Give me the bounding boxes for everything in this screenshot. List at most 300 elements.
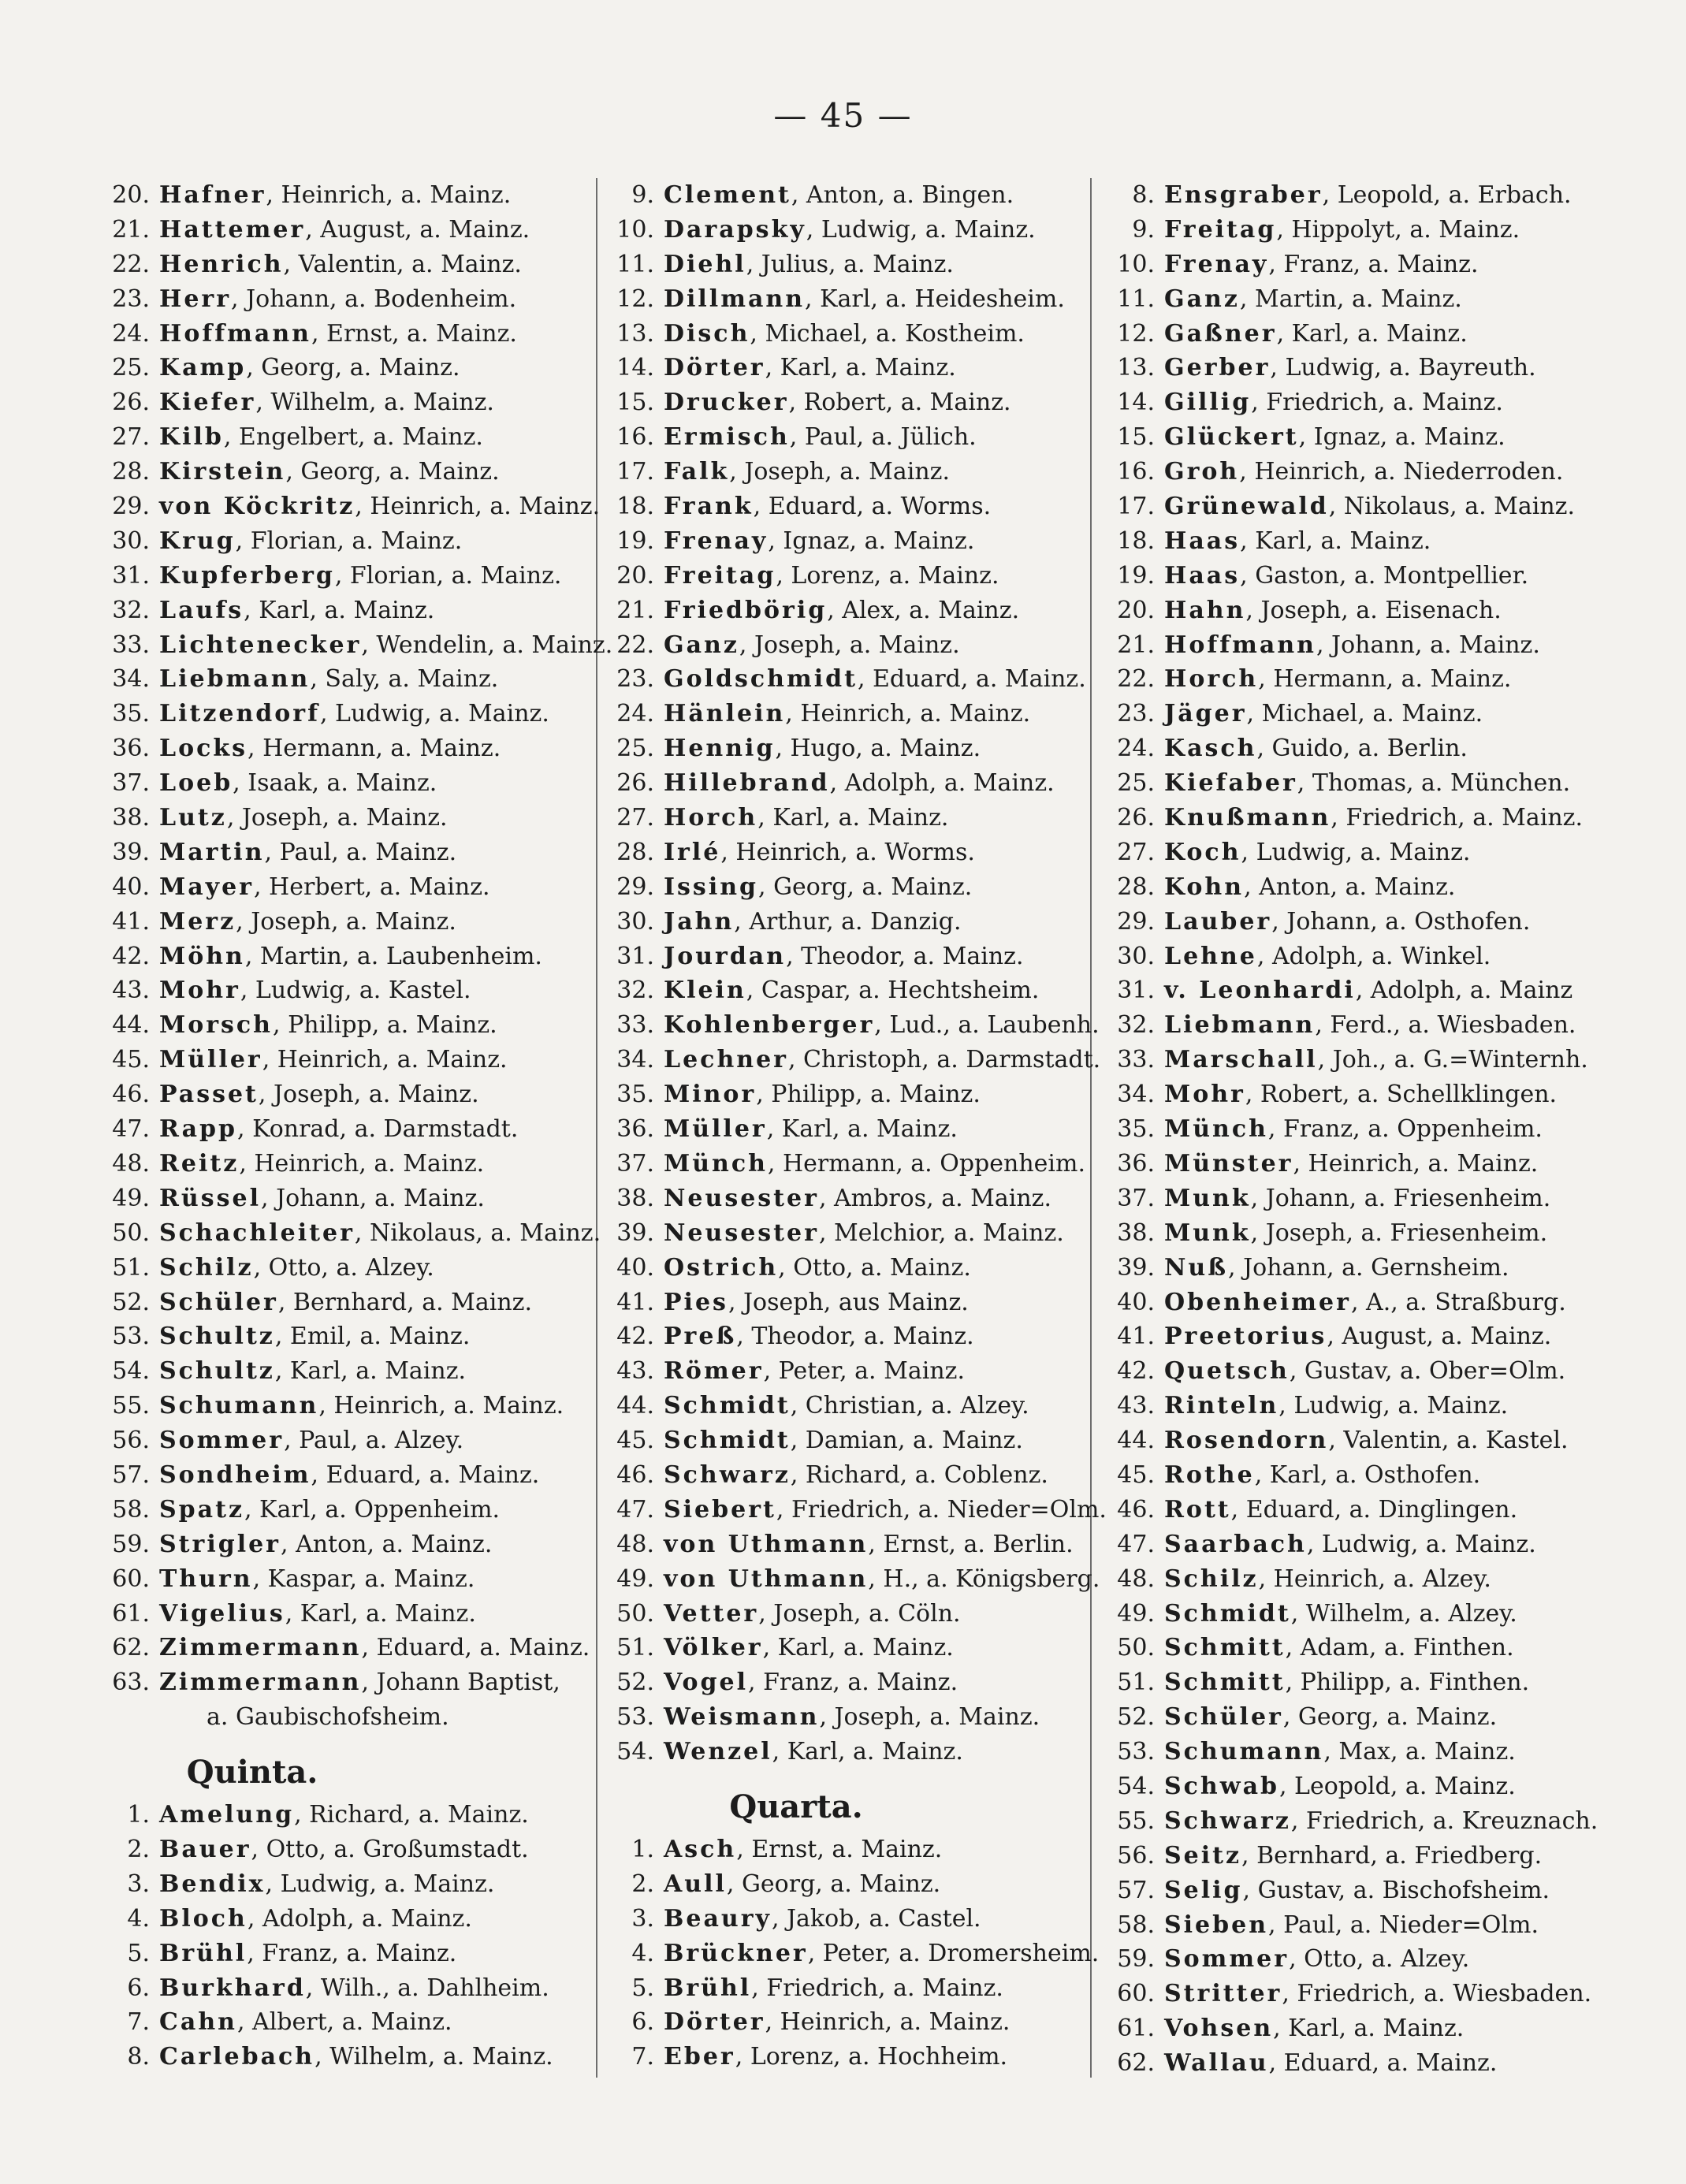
entry-number: 36. <box>1117 1149 1155 1178</box>
entry-surname: Ganz <box>1164 285 1240 313</box>
entry-details: , Johann Baptist, <box>361 1669 560 1697</box>
entry-number: 62. <box>1117 2049 1155 2078</box>
list-item <box>102 593 591 628</box>
entry-number: 29. <box>112 493 150 521</box>
entry-number: 42. <box>112 942 150 970</box>
entry-number: 8. <box>127 2043 150 2071</box>
entry-details: , Franz, a. Mainz. <box>1268 250 1479 278</box>
entry-details: , Nikolaus, a. Mainz. <box>1328 493 1576 521</box>
list-item <box>102 973 591 1008</box>
entry-number: 46. <box>616 1460 654 1489</box>
entry-continuation: a. Gaubischofsheim. <box>207 1703 449 1732</box>
entry-surname: Preß <box>664 1323 737 1351</box>
entry-details: , Arthur, a. Danzig. <box>734 907 962 936</box>
entry-number: 51. <box>616 1634 654 1662</box>
entry-number: 35. <box>1117 1115 1155 1144</box>
entry-details: , Jakob, a. Castel. <box>771 1904 981 1933</box>
entry-surname: Lichtenecker <box>159 631 362 659</box>
list-item <box>607 1043 1101 1077</box>
list-item <box>1107 1285 1596 1320</box>
entry-surname: Hennig <box>664 735 776 763</box>
entry-surname: Klein <box>664 977 746 1005</box>
entry-details: , Johann, a. Gernsheim. <box>1228 1253 1509 1282</box>
entry-surname: Bauer <box>159 1835 251 1863</box>
entry-surname: Drucker <box>664 389 789 417</box>
entry-details: , Georg, a. Mainz. <box>1282 1703 1498 1732</box>
entry-number: 59. <box>1117 1945 1155 1974</box>
entry-surname: Rosendorn <box>1164 1427 1329 1455</box>
column-1 <box>102 178 613 2074</box>
entry-number: 17. <box>616 458 654 486</box>
entry-surname: Krug <box>159 526 236 555</box>
entry-number: 54. <box>112 1357 150 1386</box>
entry-number: 22. <box>616 631 654 659</box>
entry-number: 54. <box>616 1738 654 1766</box>
list-item <box>607 1867 1096 1902</box>
entry-number: 38. <box>616 1184 654 1212</box>
entry-details: , Karl, a. Mainz. <box>762 1634 954 1662</box>
entry-details: , Joseph, a. Mainz. <box>819 1703 1040 1732</box>
entry-number: 40. <box>112 872 150 901</box>
entry-details: , Theodor, a. Mainz. <box>786 942 1024 970</box>
entry-surname: Schmitt <box>1164 1634 1286 1662</box>
entry-surname: Rüssel <box>159 1184 262 1212</box>
entry-number: 3. <box>631 1904 654 1933</box>
entry-number: 50. <box>616 1599 654 1628</box>
entry-number: 22. <box>1117 665 1155 694</box>
entry-number: 12. <box>616 285 654 313</box>
list-item <box>102 1112 591 1147</box>
entry-details: , Saly, a. Mainz. <box>310 665 499 694</box>
entry-number: 41. <box>112 907 150 936</box>
list-item <box>1107 420 1596 455</box>
entry-details: , Philipp, a. Mainz. <box>273 1011 497 1040</box>
entry-surname: Goldschmidt <box>664 665 858 694</box>
entry-surname: Marschall <box>1164 1046 1318 1074</box>
entry-details: , Hermann, a. Mainz. <box>248 735 501 763</box>
entry-number: 49. <box>112 1184 150 1212</box>
list-item <box>607 870 1096 905</box>
entry-number: 42. <box>616 1323 654 1351</box>
list-item <box>607 385 1096 420</box>
entry-surname: Lehne <box>1164 942 1257 970</box>
list-item <box>102 1527 591 1562</box>
entry-surname: Möhn <box>159 942 245 970</box>
entry-details: , Wilhelm, a. Mainz. <box>314 2043 553 2071</box>
list-item <box>102 731 591 766</box>
entry-details: , Adolph, a. Winkel. <box>1256 942 1491 970</box>
entry-number: 53. <box>112 1323 150 1351</box>
entry-surname: Schumann <box>1164 1738 1324 1766</box>
entry-details: , Ludwig, a. Mainz. <box>806 215 1036 244</box>
entry-surname: Sondheim <box>159 1460 311 1489</box>
entry-details: , Caspar, a. Hechtsheim. <box>746 977 1040 1005</box>
list-item <box>607 559 1096 593</box>
entry-surname: Selig <box>1164 1876 1243 1904</box>
entry-surname: Gaßner <box>1164 319 1277 348</box>
entry-surname: Schwarz <box>664 1460 791 1489</box>
list-item <box>1107 1354 1596 1389</box>
entry-surname: Ganz <box>664 631 739 659</box>
entry-number: 43. <box>616 1357 654 1386</box>
list-item <box>607 1527 1096 1562</box>
entry-surname: Schmidt <box>664 1392 791 1420</box>
entry-surname: Rothe <box>1164 1460 1255 1489</box>
entry-number: 3. <box>127 1870 150 1898</box>
entry-details: , Karl, a. Mainz. <box>1276 319 1468 348</box>
entry-details: , A., a. Straßburg. <box>1350 1288 1566 1316</box>
entry-number: 34. <box>1117 1081 1155 1109</box>
entry-number: 16. <box>616 423 654 452</box>
entry-number: 47. <box>616 1495 654 1524</box>
entry-details: , Karl, a. Mainz. <box>1240 526 1431 555</box>
entry-details: , Albert, a. Mainz. <box>236 2008 452 2037</box>
entry-surname: Hoffmann <box>159 319 311 348</box>
entry-details: , Leopold, a. Mainz. <box>1278 1772 1516 1800</box>
entry-details: , Ernst, a. Berlin. <box>868 1530 1074 1558</box>
entry-surname: von Köckritz <box>159 493 355 521</box>
entry-surname: Kilb <box>159 423 224 452</box>
entry-number: 20. <box>112 181 150 209</box>
list-item <box>1107 1942 1596 1977</box>
entry-surname: Preetorius <box>1164 1323 1327 1351</box>
entry-number: 23. <box>1117 700 1155 728</box>
entry-details: , Heinrich, a. Alzey. <box>1258 1565 1491 1593</box>
column-divider-1 <box>596 178 597 2078</box>
list-item <box>607 1008 1100 1043</box>
entry-details: , Wilhelm, a. Mainz. <box>255 389 494 417</box>
entry-number: 9. <box>631 181 654 209</box>
entry-surname: v. Leonhardi <box>1164 977 1356 1005</box>
entry-details: , Joseph, a. Mainz. <box>739 631 960 659</box>
entry-details: , Ludwig, a. Mainz. <box>265 1870 495 1898</box>
entry-number: 4. <box>127 1904 150 1933</box>
entry-number: 40. <box>1117 1288 1155 1316</box>
entry-number: 21. <box>112 215 150 244</box>
entry-details: , Alex, a. Mainz. <box>827 596 1020 624</box>
entry-details: , Lorenz, a. Hochheim. <box>735 2043 1008 2071</box>
entry-details: , Karl, a. Mainz. <box>766 1115 958 1144</box>
list-item <box>102 1181 591 1216</box>
entry-surname: Mohr <box>1164 1081 1245 1109</box>
entry-details: , Adolph, a. Mainz <box>1355 977 1573 1005</box>
entry-surname: Hafner <box>159 181 266 209</box>
entry-details: , Johann, a. Mainz. <box>1316 631 1540 659</box>
entry-number: 36. <box>616 1115 654 1144</box>
entry-details: , Heinrich, a. Mainz. <box>318 1392 564 1420</box>
entry-surname: Litzendorf <box>159 700 320 728</box>
entry-details: , Georg, a. Mainz. <box>285 458 500 486</box>
entry-number: 46. <box>1117 1495 1155 1524</box>
list-item <box>607 1458 1096 1493</box>
entry-number: 9. <box>1132 215 1155 244</box>
entry-details: , Ludwig, a. Mainz. <box>319 700 549 728</box>
entry-surname: Hillebrand <box>664 769 830 798</box>
entry-details: , Heinrich, a. Mainz. <box>355 493 601 521</box>
entry-number: 13. <box>616 319 654 348</box>
list-item <box>607 1147 1096 1181</box>
entry-number: 32. <box>616 977 654 1005</box>
list-item <box>607 1937 1100 1971</box>
entry-surname: Vogel <box>664 1669 748 1697</box>
entry-details: , Guido, a. Berlin. <box>1256 735 1468 763</box>
entry-surname: Römer <box>664 1357 764 1386</box>
entry-surname: Horch <box>1164 665 1259 694</box>
list-item <box>607 697 1096 731</box>
column-3 <box>1107 178 1599 2081</box>
entry-details: , Martin, a. Laubenheim. <box>244 942 542 970</box>
entry-surname: Schwarz <box>1164 1806 1291 1835</box>
entry-surname: Zimmermann <box>159 1634 362 1662</box>
entry-details: , Heinrich, a. Worms. <box>720 838 975 866</box>
entry-number: 7. <box>127 2008 150 2037</box>
entry-surname: Strigler <box>159 1530 281 1558</box>
entry-surname: Freitag <box>1164 215 1277 244</box>
entry-surname: Kamp <box>159 354 247 382</box>
list-item <box>102 1354 591 1389</box>
entry-number: 24. <box>112 319 150 348</box>
list-item <box>607 489 1096 524</box>
entry-details: , Heinrich, a. Niederroden. <box>1239 458 1564 486</box>
entry-number: 38. <box>1117 1219 1155 1247</box>
entry-number: 48. <box>112 1149 150 1178</box>
entry-surname: Brühl <box>664 1974 752 2002</box>
entry-number: 55. <box>1117 1806 1155 1835</box>
entry-surname: Schmitt <box>1164 1669 1286 1697</box>
entry-number: 19. <box>1117 561 1155 590</box>
entry-details: , Eduard, a. Mainz. <box>361 1634 590 1662</box>
entry-number: 63. <box>112 1669 150 1697</box>
list-item <box>1107 801 1596 835</box>
entry-number: 39. <box>616 1219 654 1247</box>
list-item <box>102 1216 601 1251</box>
entry-details: , Karl, a. Mainz. <box>765 354 956 382</box>
entry-details: , Robert, a. Schellklingen. <box>1245 1081 1558 1109</box>
entry-details: , Ignaz, a. Mainz. <box>1298 423 1505 452</box>
entry-surname: Schmidt <box>664 1427 791 1455</box>
page-number: — 45 — <box>773 96 913 135</box>
list-item <box>607 1354 1096 1389</box>
entry-details: , Emil, a. Mainz. <box>274 1323 471 1351</box>
list-item <box>1107 2046 1596 2081</box>
entry-details: , Kaspar, a. Mainz. <box>252 1565 475 1593</box>
list-item <box>1107 766 1596 801</box>
list-item <box>102 1937 591 1971</box>
entry-surname: Brühl <box>159 1939 248 1967</box>
entry-number: 36. <box>112 735 150 763</box>
list-item <box>1107 455 1596 489</box>
entry-details: , Paul, a. Nieder=Olm. <box>1268 1911 1539 1939</box>
entry-details: , Richard, a. Coblenz. <box>790 1460 1048 1489</box>
entry-number: 37. <box>1117 1184 1155 1212</box>
entry-details: , Heinrich, a. Mainz. <box>266 181 512 209</box>
entry-details: , Joh., a. G.=Winternh. <box>1317 1046 1588 1074</box>
entry-details: , Michael, a. Mainz. <box>1246 700 1483 728</box>
entry-number: 35. <box>112 700 150 728</box>
entry-surname: von Uthmann <box>664 1530 869 1558</box>
entry-surname: Issing <box>664 872 758 901</box>
entry-details: , Otto, a. Mainz. <box>778 1253 971 1282</box>
entry-details: , Florian, a. Mainz. <box>334 561 562 590</box>
list-item <box>102 1562 591 1597</box>
entry-details: , Lud., a. Laubenh. <box>874 1011 1100 1040</box>
entry-number: 43. <box>112 977 150 1005</box>
entry-number: 10. <box>1117 250 1155 278</box>
entry-details: , Ferd., a. Wiesbaden. <box>1315 1011 1576 1040</box>
entry-number: 23. <box>616 665 654 694</box>
entry-surname: Schüler <box>159 1288 278 1316</box>
entry-surname: Schmidt <box>1164 1599 1291 1628</box>
entry-details: , Ambros, a. Mainz. <box>818 1184 1052 1212</box>
list-item <box>1107 1597 1596 1631</box>
list-item <box>102 1008 591 1043</box>
entry-surname: Sommer <box>1164 1945 1290 1974</box>
list-item <box>102 662 591 697</box>
list-item <box>102 351 591 385</box>
entry-details: , Karl, a. Mainz. <box>757 804 949 832</box>
entry-number: 53. <box>1117 1738 1155 1766</box>
list-item <box>102 870 591 905</box>
entry-details: , Joseph, a. Friesenheim. <box>1250 1219 1548 1247</box>
list-item <box>102 697 591 731</box>
entry-number: 46. <box>112 1081 150 1109</box>
entry-number: 29. <box>616 872 654 901</box>
entry-surname: Reitz <box>159 1149 240 1178</box>
list-item <box>1107 1147 1596 1181</box>
entry-number: 26. <box>616 769 654 798</box>
entry-details: , Heinrich, a. Mainz. <box>765 2008 1010 2037</box>
entry-surname: Bendix <box>159 1870 266 1898</box>
entry-number: 18. <box>1117 526 1155 555</box>
entry-details: , Wilh., a. Dahlheim. <box>305 1974 549 2002</box>
list-item <box>607 455 1096 489</box>
entry-surname: Frank <box>664 493 754 521</box>
entry-surname: Rapp <box>159 1115 238 1144</box>
entry-number: 15. <box>1117 423 1155 452</box>
entry-number: 2. <box>631 1870 654 1898</box>
entry-details: , Eduard, a. Worms. <box>753 493 992 521</box>
entry-surname: Pies <box>664 1288 728 1316</box>
entry-details: , Franz, a. Oppenheim. <box>1267 1115 1543 1144</box>
list-item <box>102 1832 591 1867</box>
entry-number: 26. <box>1117 804 1155 832</box>
entry-surname: Nuß <box>1164 1253 1229 1282</box>
entry-details: , Friedrich, a. Mainz. <box>751 1974 1003 2002</box>
list-item <box>1107 870 1596 905</box>
entry-details: , Joseph, aus Mainz. <box>728 1288 969 1316</box>
entry-surname: Liebmann <box>159 665 311 694</box>
entry-details: , Eduard, a. Mainz. <box>311 1460 540 1489</box>
entry-details: , Christian, a. Alzey. <box>790 1392 1029 1420</box>
list-item <box>1107 385 1596 420</box>
list-item <box>607 1665 1096 1700</box>
entry-details: , Ludwig, a. Mainz. <box>1241 838 1471 866</box>
list-item <box>1107 1769 1596 1804</box>
entry-surname: Schumann <box>159 1392 319 1420</box>
list-item <box>607 1319 1096 1354</box>
list-item <box>1107 247 1596 282</box>
entry-surname: Diehl <box>664 250 746 278</box>
entry-number: 24. <box>1117 735 1155 763</box>
entry-number: 48. <box>616 1530 654 1558</box>
entry-surname: Passet <box>159 1081 259 1109</box>
entry-number: 34. <box>112 665 150 694</box>
entry-details: , Joseph, a. Mainz. <box>236 907 456 936</box>
list-item <box>1107 973 1596 1008</box>
entry-details: , Thomas, a. München. <box>1297 769 1571 798</box>
entry-surname: Münch <box>1164 1115 1268 1144</box>
list-item <box>607 731 1096 766</box>
entry-surname: Mohr <box>159 977 240 1005</box>
entry-details: , Ludwig, a. Kastel. <box>240 977 471 1005</box>
entry-surname: Brückner <box>664 1939 808 1967</box>
entry-number: 31. <box>112 561 150 590</box>
list-item <box>1107 1665 1596 1700</box>
list-item <box>102 317 591 352</box>
entry-surname: Herr <box>159 285 232 313</box>
entry-details: , Adolph, a. Mainz. <box>247 1904 472 1933</box>
entry-details: , Paul, a. Jülich. <box>789 423 977 452</box>
entry-number: 44. <box>616 1392 654 1420</box>
list-item <box>607 524 1096 559</box>
entry-details: , Lorenz, a. Mainz. <box>776 561 999 590</box>
entry-details: , Otto, a. Alzey. <box>1289 1945 1470 1974</box>
entry-number: 52. <box>1117 1703 1155 1732</box>
entry-number: 47. <box>1117 1530 1155 1558</box>
entry-number: 19. <box>616 526 654 555</box>
list-item <box>1107 939 1596 974</box>
entry-number: 4. <box>631 1939 654 1967</box>
entry-details: , Wendelin, a. Mainz. <box>361 631 613 659</box>
entry-details: , Adolph, a. Mainz. <box>829 769 1055 798</box>
entry-surname: Jäger <box>1164 700 1247 728</box>
entry-number: 21. <box>1117 631 1155 659</box>
entry-surname: Falk <box>664 458 730 486</box>
entry-number: 25. <box>616 735 654 763</box>
list-item <box>102 247 591 282</box>
entry-details: , Hippolyt, a. Mainz. <box>1276 215 1520 244</box>
entry-details: , Franz, a. Mainz. <box>247 1939 457 1967</box>
entry-details: , Anton, a. Mainz. <box>1244 872 1456 901</box>
entry-number: 43. <box>1117 1392 1155 1420</box>
list-item <box>1107 1839 1596 1873</box>
entry-surname: Münch <box>664 1149 768 1178</box>
entry-surname: Münster <box>1164 1149 1293 1178</box>
entry-surname: Kohn <box>1164 872 1245 901</box>
entry-details: , Joseph, a. Eisenach. <box>1245 596 1502 624</box>
entry-details: , Bernhard, a. Mainz. <box>277 1288 533 1316</box>
entry-surname: Ostrich <box>664 1253 779 1282</box>
entry-number: 33. <box>616 1011 654 1040</box>
entry-details: , Anton, a. Mainz. <box>281 1530 493 1558</box>
entry-details: , Otto, a. Großumstadt. <box>251 1835 529 1863</box>
entry-number: 30. <box>112 526 150 555</box>
entry-surname: Disch <box>664 319 750 348</box>
entry-details: , Christoph, a. Darmstadt. <box>787 1046 1101 1074</box>
entry-number: 39. <box>1117 1253 1155 1282</box>
entry-surname: Haas <box>1164 526 1241 555</box>
list-item <box>607 939 1096 974</box>
list-item <box>607 282 1096 317</box>
entry-number: 40. <box>616 1253 654 1282</box>
entry-number: 44. <box>112 1011 150 1040</box>
entry-details: , Karl, a. Mainz. <box>274 1357 467 1386</box>
list-item <box>607 1112 1096 1147</box>
list-item <box>1107 282 1596 317</box>
entry-surname: Eber <box>664 2043 735 2071</box>
entry-surname: Schilz <box>159 1253 254 1282</box>
entry-number: 8. <box>1132 181 1155 209</box>
